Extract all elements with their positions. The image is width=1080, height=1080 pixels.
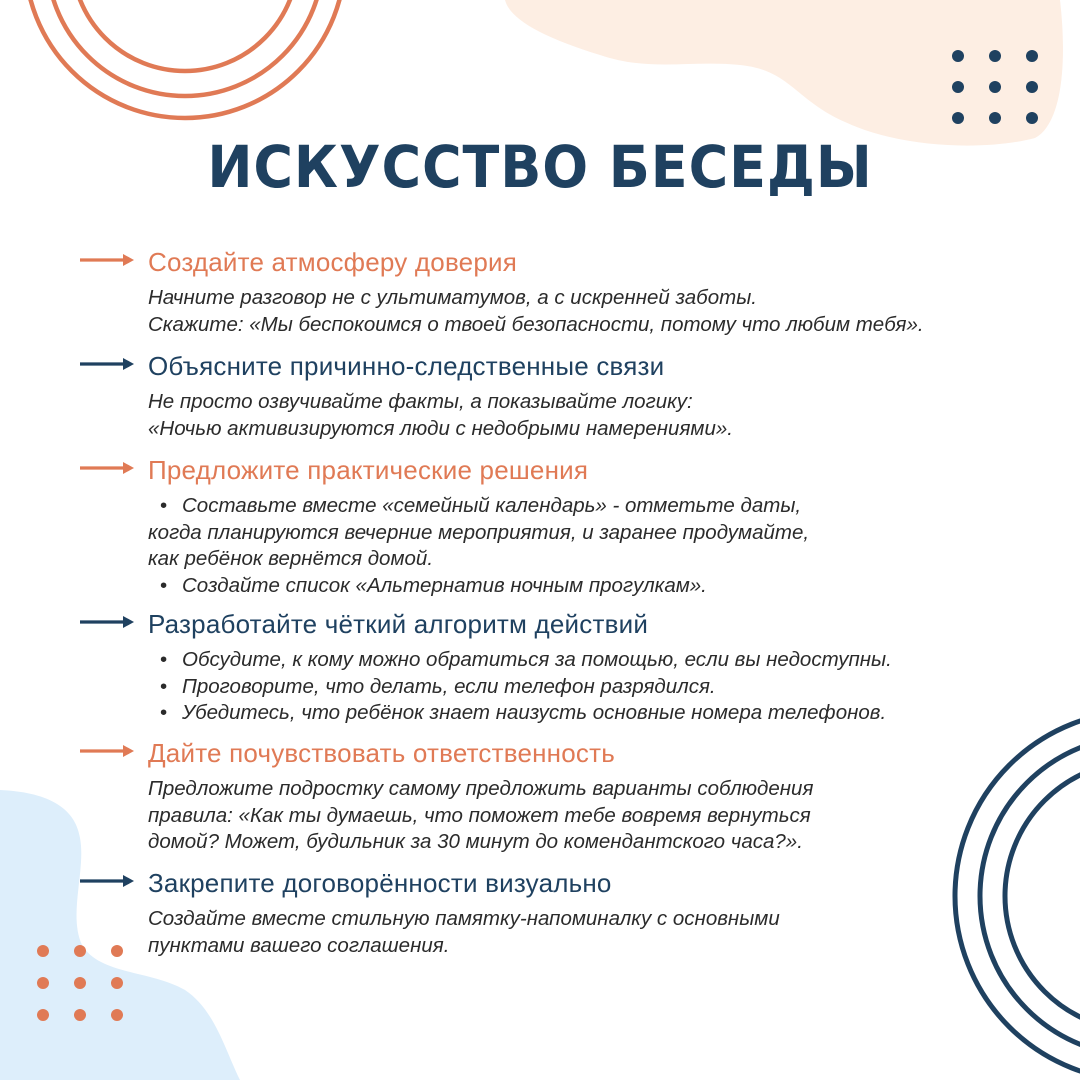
tip-title: Объясните причинно-следственные связи <box>148 351 665 381</box>
bullet-line: • Составьте вместе «семейный календарь» - отметьте даты, <box>148 493 809 520</box>
bullet-continuation-line: как ребёнок вернётся домой. <box>148 547 434 570</box>
description-line: Предложите подростку самому предложить варианты соблюдения <box>148 777 814 800</box>
arrow-right-icon <box>80 744 134 758</box>
bullet-line: • Создайте список «Альтернатив ночным прогулкам». <box>148 573 809 600</box>
tip-description <box>148 776 813 856</box>
arrow-right-icon <box>80 874 134 888</box>
description-line: «Ночью активизируются люди с недобрыми намерениями». <box>148 416 733 440</box>
description-line: пунктами вашего соглашения. <box>148 933 450 957</box>
tip-title: Предложите практические решения <box>148 455 589 485</box>
bullet-line: • Обсудите, к кому можно обратиться за помощью, если вы недоступны. <box>148 647 892 674</box>
bullet-line: • Убедитесь, что ребёнок знает наизусть основные номера телефонов. <box>148 700 892 727</box>
arrow-right-icon <box>80 615 134 629</box>
arrow-right-icon <box>80 461 134 475</box>
arrow-right-icon <box>80 253 134 267</box>
tip-description <box>148 493 809 599</box>
description-line: домой? Может, будильник за 30 минут до комендантского часа?». <box>148 830 803 853</box>
tip-description <box>148 285 924 338</box>
arrow-right-icon <box>80 357 134 371</box>
description-line: Не просто озвучивайте факты, а показывайте логику: <box>148 390 693 413</box>
tip-description <box>148 906 780 959</box>
tip-title: Разработайте чёткий алгоритм действий <box>148 609 649 639</box>
bullet-continuation-line: когда планируются вечерние мероприятия, и заранее продумайте, <box>148 520 810 544</box>
page-title: ИСКУССТВО БЕСЕДЫ <box>207 133 873 201</box>
tip-description <box>148 647 892 727</box>
description-line: Начните разговор не с ультиматумов, а с искренней заботы. <box>148 286 757 309</box>
tip-title: Создайте атмосферу доверия <box>148 247 517 277</box>
tip-title: Дайте почувствовать ответственность <box>148 738 615 768</box>
description-line: Скажите: «Мы беспокоимся о твоей безопасности, потому что любим тебя». <box>148 312 924 336</box>
description-line: правила: «Как ты думаешь, что поможет тебе вовремя вернуться <box>148 803 811 827</box>
tip-title: Закрепите договорённости визуально <box>148 868 612 898</box>
description-line: Создайте вместе стильную памятку-напоминалку с основными <box>148 907 780 930</box>
tip-description <box>148 389 733 442</box>
bullet-line: • Проговорите, что делать, если телефон разрядился. <box>148 674 892 701</box>
